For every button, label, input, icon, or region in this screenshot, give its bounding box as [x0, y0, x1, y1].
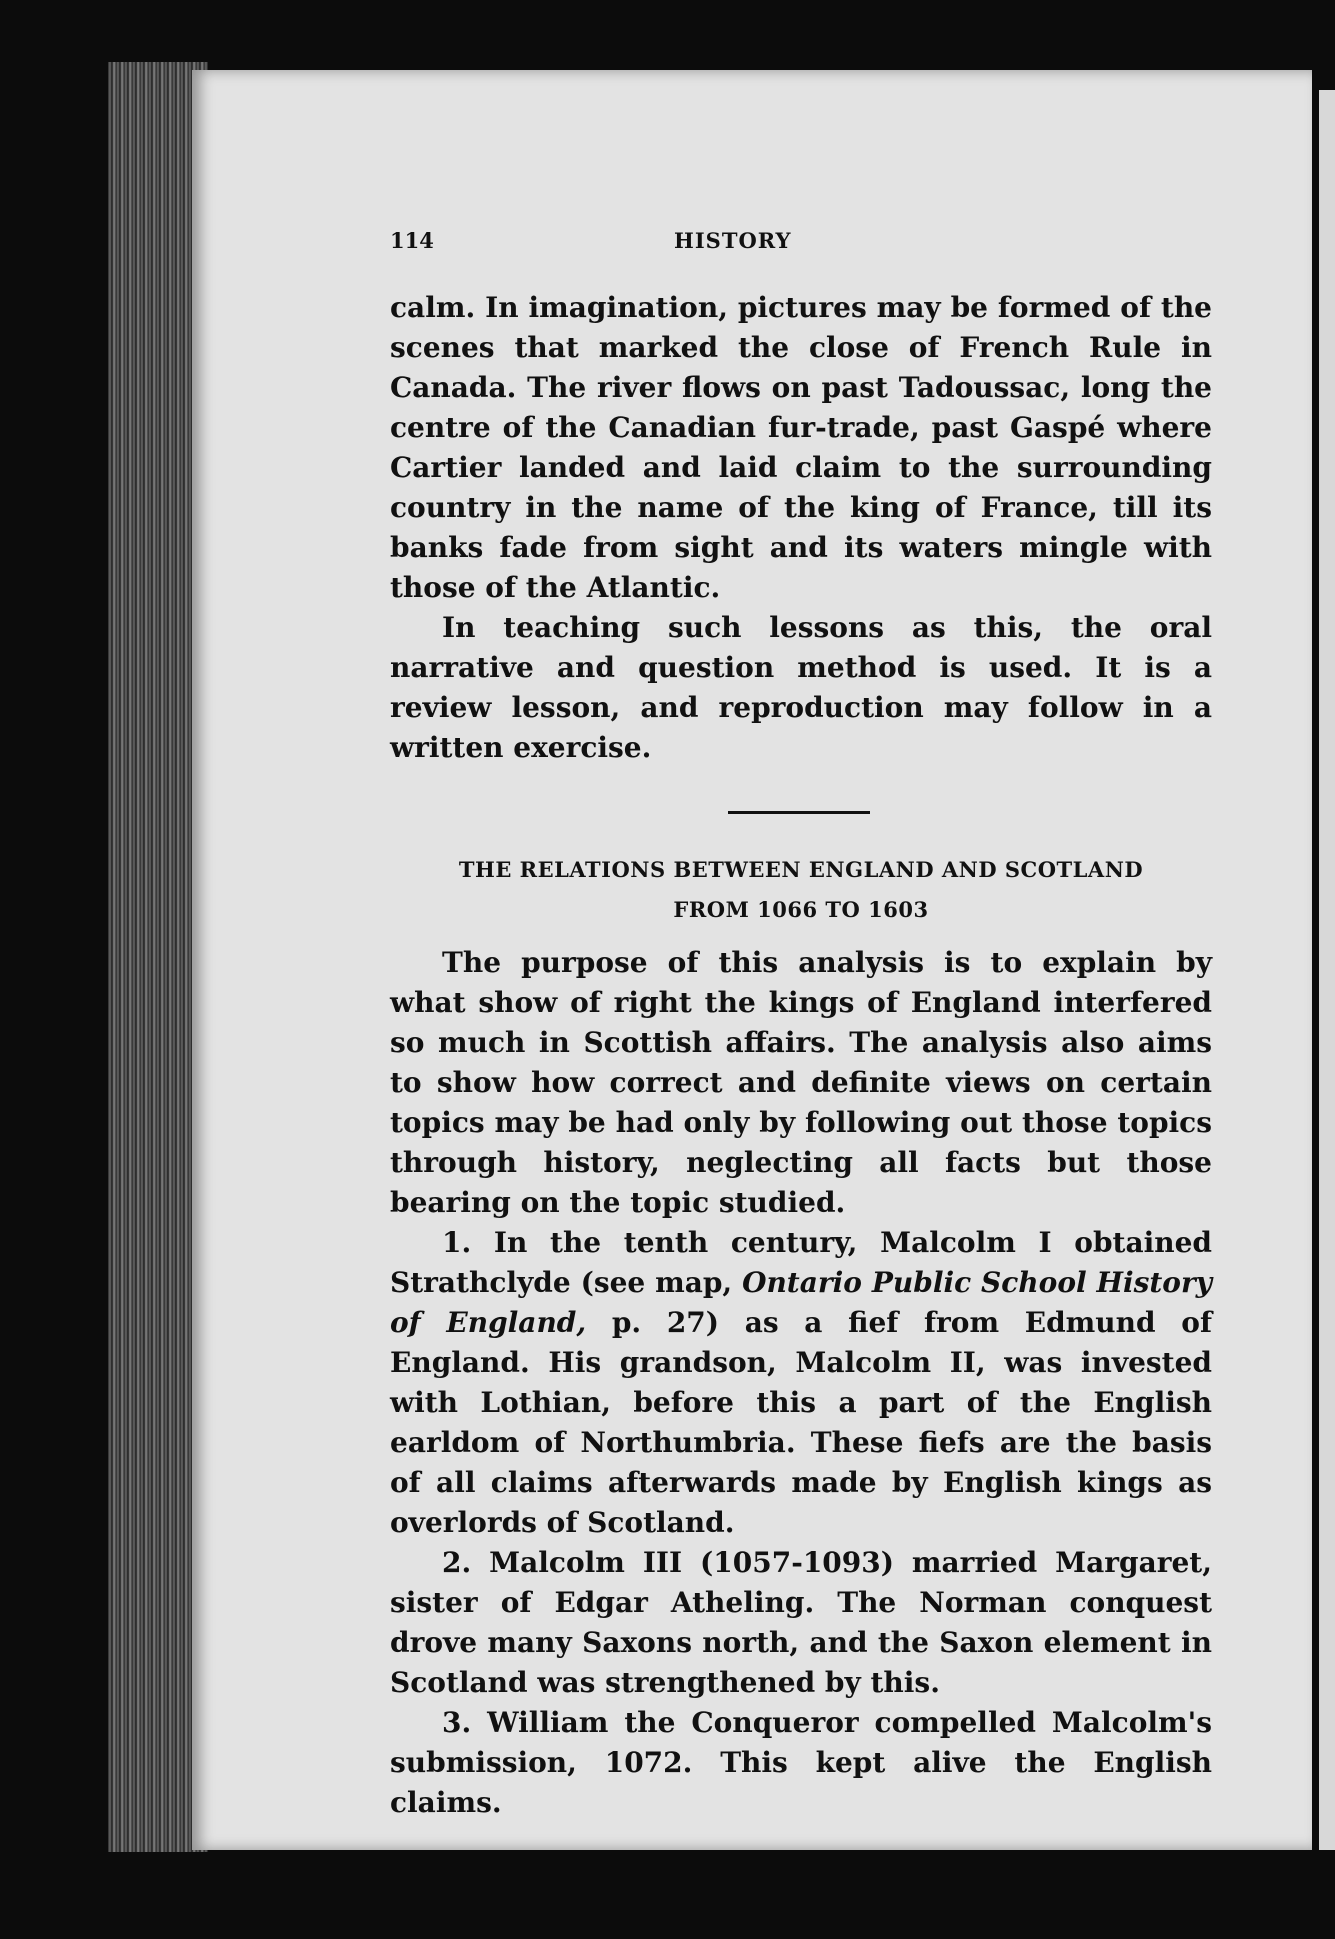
item1-text-end: p. 27) as a fief from Edmund of England. His grandson, Malcolm II, was invested with Lothian, before this a part of the English earldom of Northumbria. These fiefs are the basis of all claims afterwards made by English kings as overlords of Scotland.: [390, 1306, 1212, 1539]
running-head: HISTORY: [674, 228, 792, 253]
section-divider: [728, 811, 870, 814]
section-paragraph: The purpose of this analysis is to explain by what show of right the kings of England interfered so much in Scottish affairs. The analysis also aims to show how correct and definite views on certain topics may be had only by following out those topics through history, neglecting all facts but those bearing on the topic studied.: [390, 946, 1212, 1219]
book-title-reference: Ontario Public School History of England,: [390, 1266, 1212, 1339]
item1-text-start: 1. In the tenth century, Malcolm I obtained Strathclyde (see map,: [390, 1226, 1212, 1299]
intro-paragraph: In teaching such lessons as this, the oral narrative and question method is used. It is a review lesson, and reproduction may follow in a written exercise.: [390, 611, 1212, 764]
section-title-line-1: THE RELATIONS BETWEEN ENGLAND AND SCOTLAND: [458, 857, 1144, 882]
numbered-item-2: 2. Malcolm III (1057-1093) married Margaret, sister of Edgar Atheling. The Norman conquest drove many Saxons north, and the Saxon element in Scotland was strengthened by this.: [390, 1546, 1212, 1699]
intro-paragraph: calm. In imagination, pictures may be formed of the scenes that marked the close of French Rule in Canada. The river flows on past Tadoussac, long the centre of the Canadian fur-trade, past Gaspé where Cartier landed and laid claim to the surrounding country in the name of the king of France, till its banks fade from sight and its waters mingle with those of the Atlantic.: [390, 291, 1212, 604]
section-title-line-2: FROM 1066 TO 1603: [673, 897, 929, 922]
book-page: [192, 70, 1312, 1850]
page-number: 114: [390, 228, 434, 253]
section-title: [390, 850, 1212, 930]
next-page-edge: [1319, 90, 1335, 1850]
section-text: [390, 943, 1212, 1823]
numbered-item-1: [390, 1223, 1212, 1543]
page-header: [390, 228, 1312, 258]
intro-text: [390, 288, 1212, 768]
numbered-item-3: 3. William the Conqueror compelled Malcolm's submission, 1072. This kept alive the English claims.: [390, 1706, 1212, 1819]
